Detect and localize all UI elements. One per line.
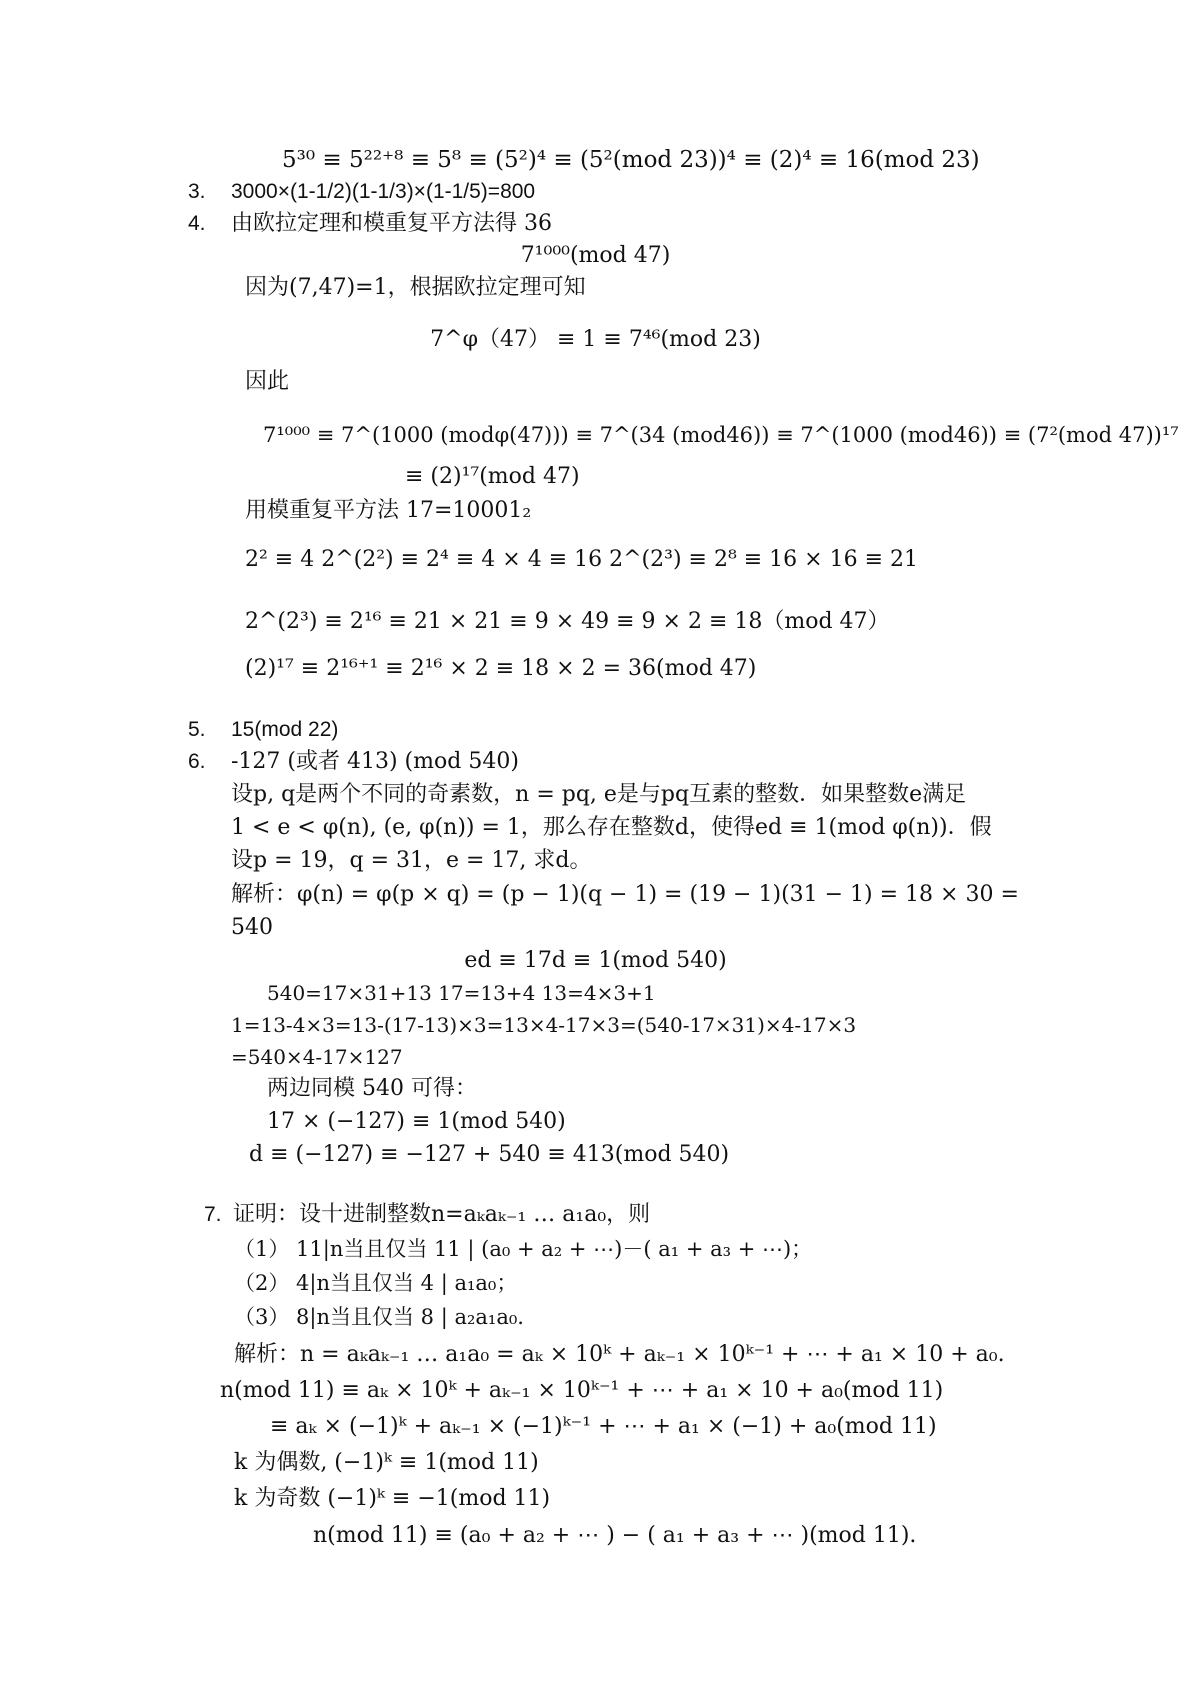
eq-squaring-step-1: 2² ≡ 4 2^(2²) ≡ 2⁴ ≡ 4 × 4 ≡ 16 2^(2³) ≡ 2⁸ ≡ 16 × 16 ≡ 21 <box>245 547 919 572</box>
eq-squaring-result: (2)¹⁷ ≡ 2¹⁶⁺¹ ≡ 2¹⁶ × 2 ≡ 18 × 2 = 36(mod 47) <box>245 656 757 681</box>
eq-exponent-reduction: 7¹⁰⁰⁰ ≡ 7^(1000 (modφ(47))) ≡ 7^(34 (mod46)) ≡ 7^(1000 (mod46)) ≡ (7²(mod 47))¹⁷ <box>263 423 1179 447</box>
eq-final-result: n(mod 11) ≡ (a₀ + a₂ + ⋯ ) − ( a₁ + a₃ + ⋯ )(mod 11). <box>313 1523 917 1548</box>
item-number-3: 3. <box>188 180 206 203</box>
eq-d-result: d ≡ (−127) ≡ −127 + 540 ≡ 413(mod 540) <box>249 1142 730 1167</box>
eq-euler-theorem: 7^φ（47） ≡ 1 ≡ 7⁴⁶(mod 23) <box>430 327 761 352</box>
problem-6-statement-3: 设p = 19，q = 31，e = 17, 求d。 <box>231 848 592 873</box>
item-number-5: 5. <box>188 718 206 741</box>
problem-6-analysis-cont: 540 <box>231 915 273 940</box>
repeated-squaring-intro: 用模重复平方法 17=10001₂ <box>245 498 532 523</box>
eq-n-mod-11: n(mod 11) ≡ aₖ × 10ᵏ + aₖ₋₁ × 10ᵏ⁻¹ + ⋯ + a₁ × 10 + a₀(mod 11) <box>220 1378 944 1403</box>
problem-7-part-1: （1） 11|n当且仅当 11 | (a₀ + a₂ + ⋯)－( a₁ + a₃ + ⋯)； <box>234 1237 813 1261</box>
euclid-steps: 540=17×31+13 17=13+4 13=4×3+1 <box>267 981 656 1005</box>
answer-3: 3000×(1-1/2)(1-1/3)×(1-1/5)=800 <box>231 180 536 203</box>
k-even-case: k 为偶数, (−1)ᵏ ≡ 1(mod 11) <box>234 1450 539 1475</box>
problem-7-statement: 证明：设十进制整数n=aₖaₖ₋₁ … a₁a₀，则 <box>233 1202 651 1227</box>
eq-2-power-17: ≡ (2)¹⁷(mod 47) <box>405 464 580 489</box>
problem-7-part-3: （3） 8|n当且仅当 8 | a₂a₁a₀. <box>234 1305 524 1329</box>
euler-condition: 因为(7,47)=1，根据欧拉定理可知 <box>245 275 586 300</box>
problem-7-part-2: （2） 4|n当且仅当 4 | a₁a₀； <box>234 1271 518 1295</box>
answer-5: 15(mod 22) <box>231 718 339 741</box>
eq-7-power-1000: 7¹⁰⁰⁰(mod 47) <box>520 243 671 268</box>
back-substitution: 1=13-4×3=13-(17-13)×3=13×4-17×3=(540-17×31)×4-17×3 <box>231 1013 857 1037</box>
k-odd-case: k 为奇数 (−1)ᵏ ≡ −1(mod 11) <box>234 1486 551 1511</box>
problem-6-analysis: 解析：φ(n) = φ(p × q) = (p − 1)(q − 1) = (19 − 1)(31 − 1) = 18 × 30 = <box>231 882 1019 907</box>
item-number-7: 7. <box>204 1203 222 1226</box>
problem-7-analysis: 解析：n = aₖaₖ₋₁ … a₁a₀ = aₖ × 10ᵏ + aₖ₋₁ × 10ᵏ⁻¹ + ⋯ + a₁ × 10 + a₀. <box>234 1342 1005 1367</box>
answer-4-intro: 由欧拉定理和模重复平方法得 36 <box>231 211 552 236</box>
item-number-6: 6. <box>188 750 206 773</box>
eq-inverse-check: 17 × (−127) ≡ 1(mod 540) <box>267 1109 566 1134</box>
therefore-label: 因此 <box>245 369 290 394</box>
problem-6-statement-1: 设p, q是两个不同的奇素数，n = pq, e是与pq互素的整数．如果整数e满足 <box>231 782 967 807</box>
eq-squaring-step-2: 2^(2³) ≡ 2¹⁶ ≡ 21 × 21 ≡ 9 × 49 ≡ 9 × 2 ≡ 18（mod 47） <box>245 609 890 634</box>
answer-6: -127 (或者 413) (mod 540) <box>231 749 519 774</box>
eq-5-power-30: 5³⁰ ≡ 5²²⁺⁸ ≡ 5⁸ ≡ (5²)⁴ ≡ (5²(mod 23))⁴ ≡ (2)⁴ ≡ 16(mod 23) <box>282 147 980 173</box>
problem-6-statement-2: 1 < e < φ(n), (e, φ(n)) = 1，那么存在整数d，使得ed ≡ 1(mod φ(n))．假 <box>231 815 992 840</box>
mod-both-sides: 两边同模 540 可得： <box>267 1076 477 1101</box>
eq-n-mod-11-reduced: ≡ aₖ × (−1)ᵏ + aₖ₋₁ × (−1)ᵏ⁻¹ + ⋯ + a₁ × (−1) + a₀(mod 11) <box>270 1414 937 1439</box>
eq-ed-congruence: ed ≡ 17d ≡ 1(mod 540) <box>464 948 727 973</box>
back-substitution-cont: =540×4-17×127 <box>231 1045 403 1069</box>
item-number-4: 4. <box>188 212 206 235</box>
